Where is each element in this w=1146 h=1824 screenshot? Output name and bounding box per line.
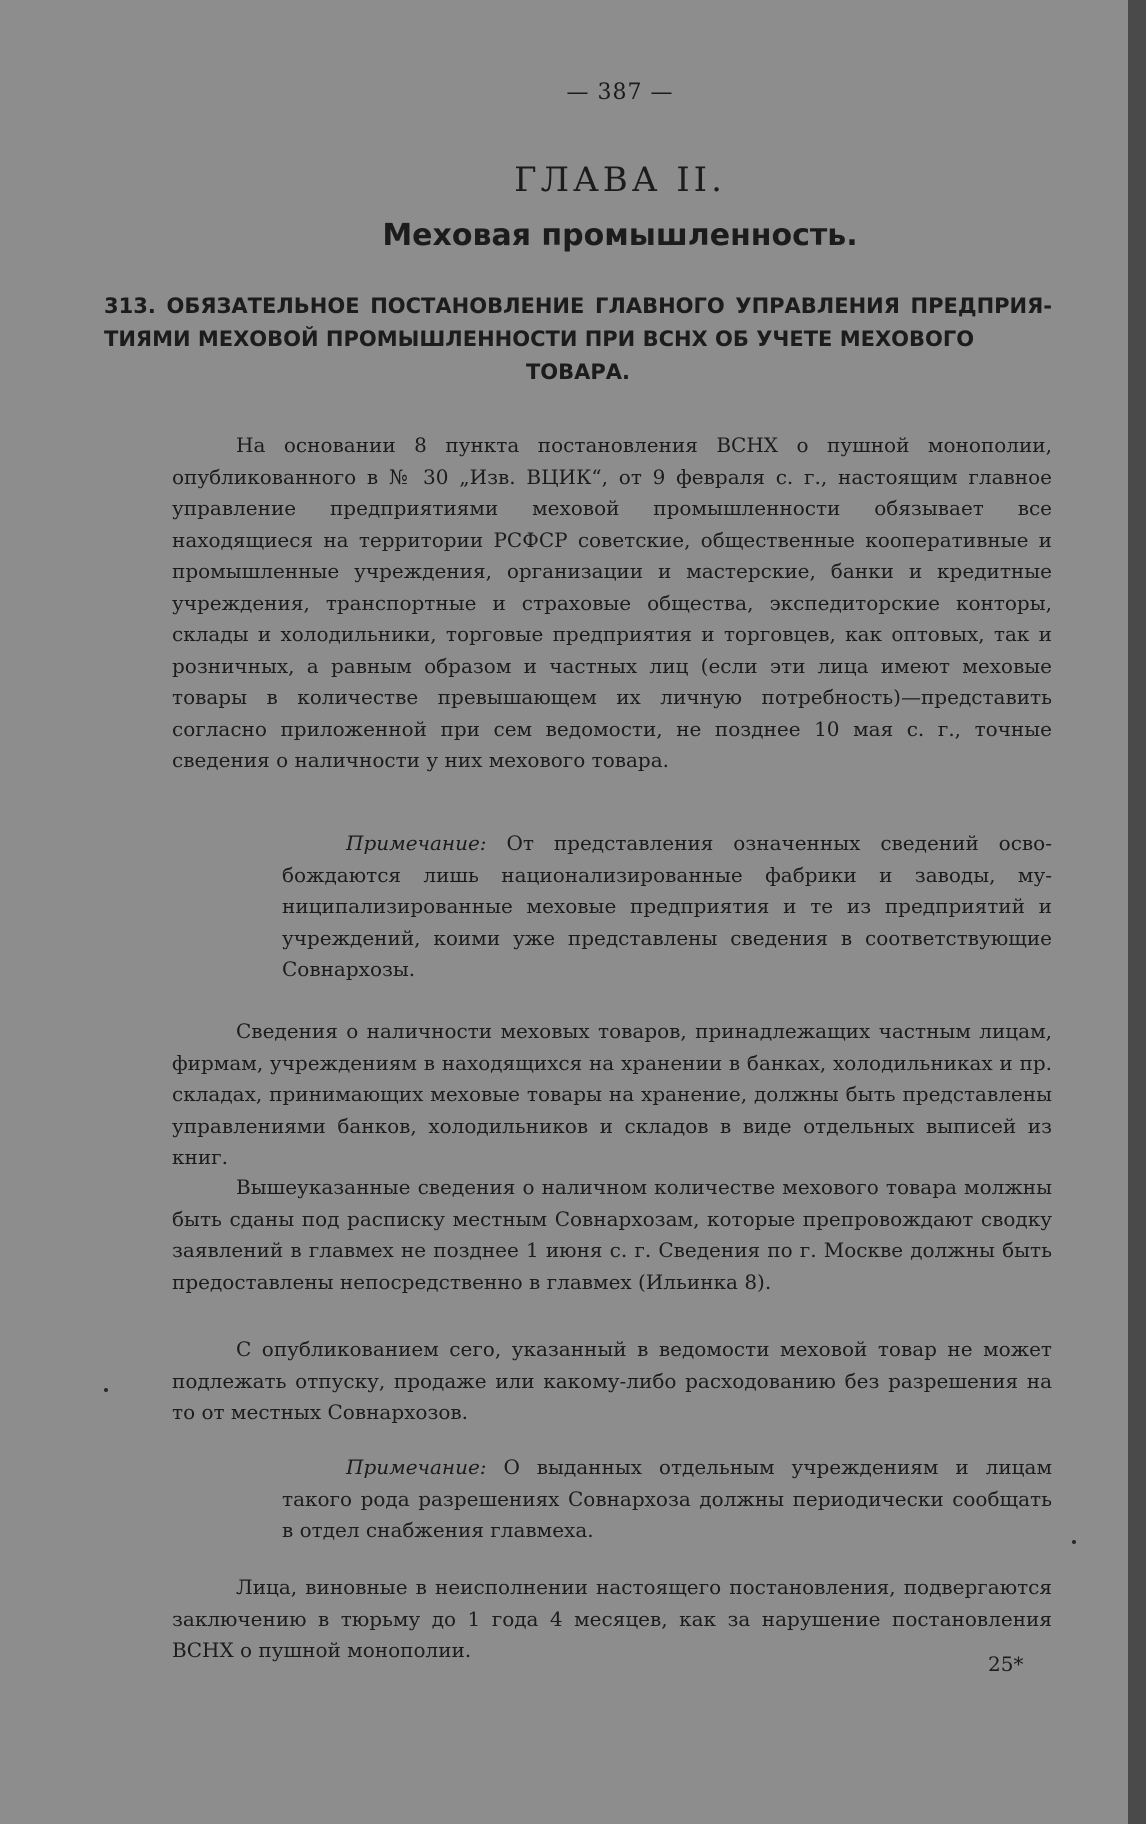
decree-title-text: ОБЯЗАТЕЛЬНОЕ ПОСТАНОВЛЕНИЕ ГЛАВНОГО УПРАВЛЕНИЯ ПРЕДПРИЯТИЯМИ МЕХОВОЙ ПРОМЫШЛЕННОСТИ ПРИ ВСНХ ОБ УЧЕТЕ МЕХОВОГО bbox=[104, 294, 1053, 351]
note-2-label: Примечание: bbox=[346, 1455, 487, 1479]
scan-speck bbox=[104, 1388, 108, 1392]
scan-edge bbox=[1128, 0, 1146, 1824]
paragraph-2: Сведения о наличности меховых товаров, принадлежащих частным лицам, фирмам, учреждениям в находящихся на хранении в банках, холодильниках и пр. складах, принимающих меховые товары на хранение, должны быть представлены управлениями банков, холодильников и складов в виде отдельных выписей из книг. bbox=[172, 1019, 1052, 1169]
paragraph-3: Вышеуказанные сведения о наличном количестве мехового товара молжны быть сданы под расписку местным Совнархозам, которые препровождают сводку заявлений в главмех не позднее 1 июня с. г. Сведения по г. Москве должны быть предоставлены непосредственно в главмех (Ильинка 8). bbox=[172, 1175, 1052, 1294]
decree-title-last-line: ТОВАРА. bbox=[525, 360, 631, 384]
note-2-text: О выданных отдельным учреждениям и лицам такого рода разрешениях Совнархоза должны периодически сообщать в отдел снабжения главмеха. bbox=[282, 1455, 1052, 1542]
decree-title bbox=[104, 290, 1052, 389]
note-1-text: От представления означенных сведений освобождаются лишь национализированные фабрики и заводы, муниципализированные меховые предприятия и те из предприятий и учреждений, коими уже представлены сведения в соответствующие Совнархозы. bbox=[282, 831, 1052, 981]
signature-mark: 25* bbox=[988, 1652, 1024, 1676]
scan-speck bbox=[1072, 1540, 1076, 1544]
paragraph-5: Лица, виновные в неисполнении настоящего постановления, подвергаются заключению в тюрьму до 1 года 4 месяцев, как за нарушение постановления ВСНХ о пушной монополии. bbox=[172, 1575, 1052, 1662]
decree-number: 313. bbox=[104, 294, 156, 318]
paragraph-4: С опубликованием сего, указанный в ведомости меховой товар не может подлежать отпуску, продаже или какому-либо расходованию без разрешения на то от местных Совнархозов. bbox=[172, 1337, 1052, 1424]
page-number: — 387 — bbox=[566, 80, 674, 105]
note-1-label: Примечание: bbox=[346, 831, 487, 855]
section-title: Меховая промышленность. bbox=[382, 218, 858, 253]
note-2 bbox=[282, 1452, 1052, 1547]
note-1 bbox=[282, 828, 1052, 986]
chapter-heading: ГЛАВА II. bbox=[514, 160, 726, 200]
paragraph-1: На основании 8 пункта постановления ВСНХ о пушной монополии, опубликованного в № 30 „Изв. ВЦИК“, от 9 февраля с. г., настоящим главное управление предприятиями меховой промышленности обязывает все находящиеся на территории РСФСР советские, общественные кооперативные и промышленные учреждения, организации и мастерские, банки и кредитные учреждения, транспортные и страховые общества, экспедиторские конторы, склады и холодильники, торговые предприятия и торговцев, как оптовых, так и розничных, а равным образом и частных лиц (если эти лица имеют меховые товары в количестве превышающем их личную потребность)—представить согласно приложенной при сем ведомости, не позднее 10 мая с. г., точные сведения о наличности у них мехового товара. bbox=[172, 433, 1052, 772]
